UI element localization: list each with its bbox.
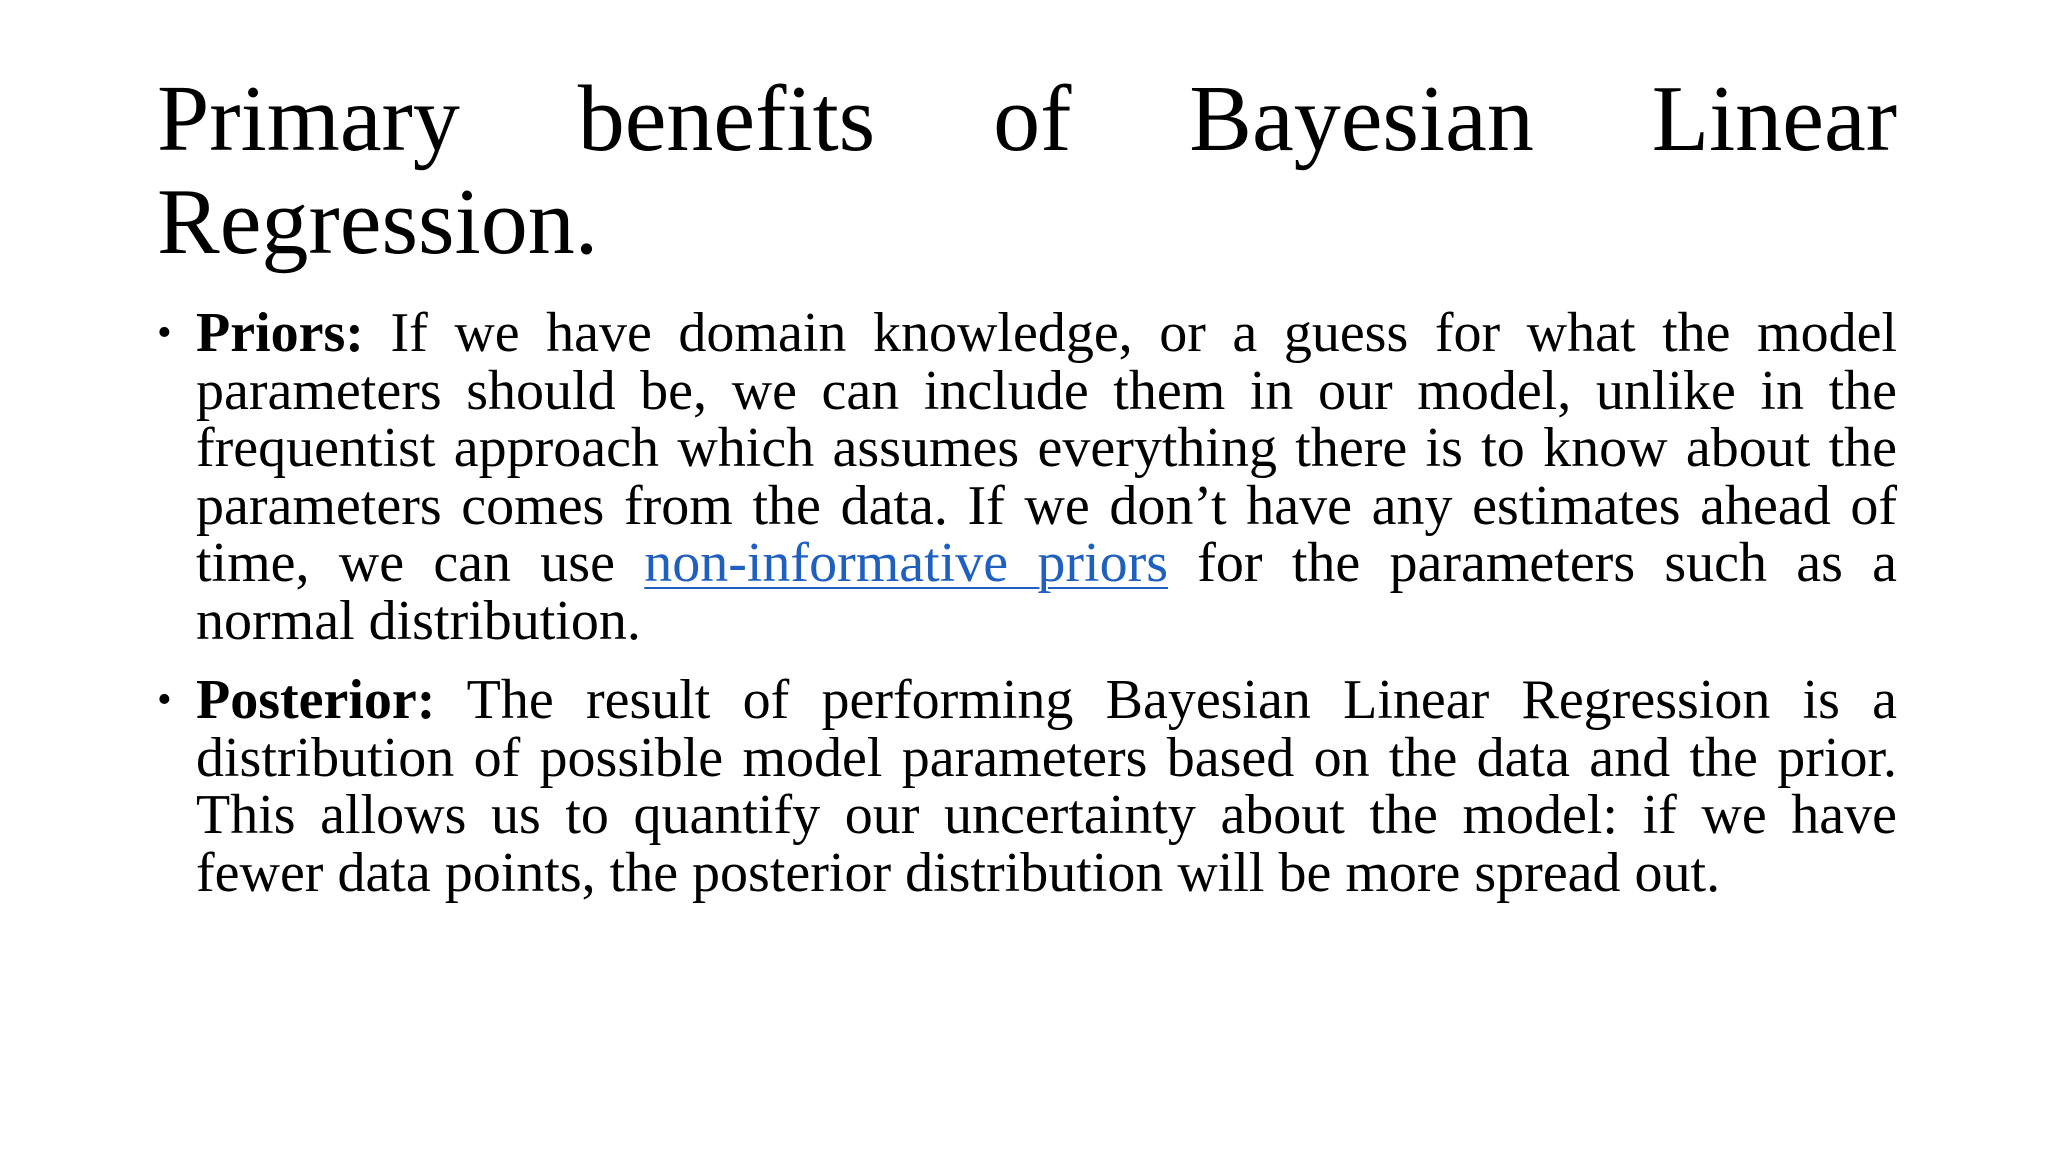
slide-title: Primary benefits of Bayesian Linear Regression. — [157, 67, 1897, 274]
bullet-text-posterior: The result of performing Bayesian Linear Regression is a distribution of possible model parameters based on the data and the prior. This allows us to quantify our uncertainty about the model: if we have fewer data points, the posterior distribution will be more spread out. — [196, 669, 1898, 904]
non-informative-priors-link[interactable]: non-informative priors — [644, 532, 1169, 594]
bullet-item-priors — [157, 302, 1898, 652]
bullet-text-priors-start: If we have domain knowledge, or a guess for what the model parameters should be, we can include them in our model, unlike in the frequentist approach which assumes everything there is to know about the parameters comes from the data. If we don’t have any estimates ahead of time, we can use — [196, 302, 1898, 594]
bullet-marker: • — [157, 310, 172, 356]
bullet-text-priors-end: for the parameters such as a normal distribution. — [196, 532, 1898, 652]
bullet-list — [157, 302, 1898, 904]
bullet-marker: • — [157, 677, 172, 723]
bullet-term-priors: Priors: — [196, 302, 364, 364]
bullet-item-posterior — [157, 669, 1898, 904]
bullet-term-posterior: Posterior: — [196, 669, 436, 731]
